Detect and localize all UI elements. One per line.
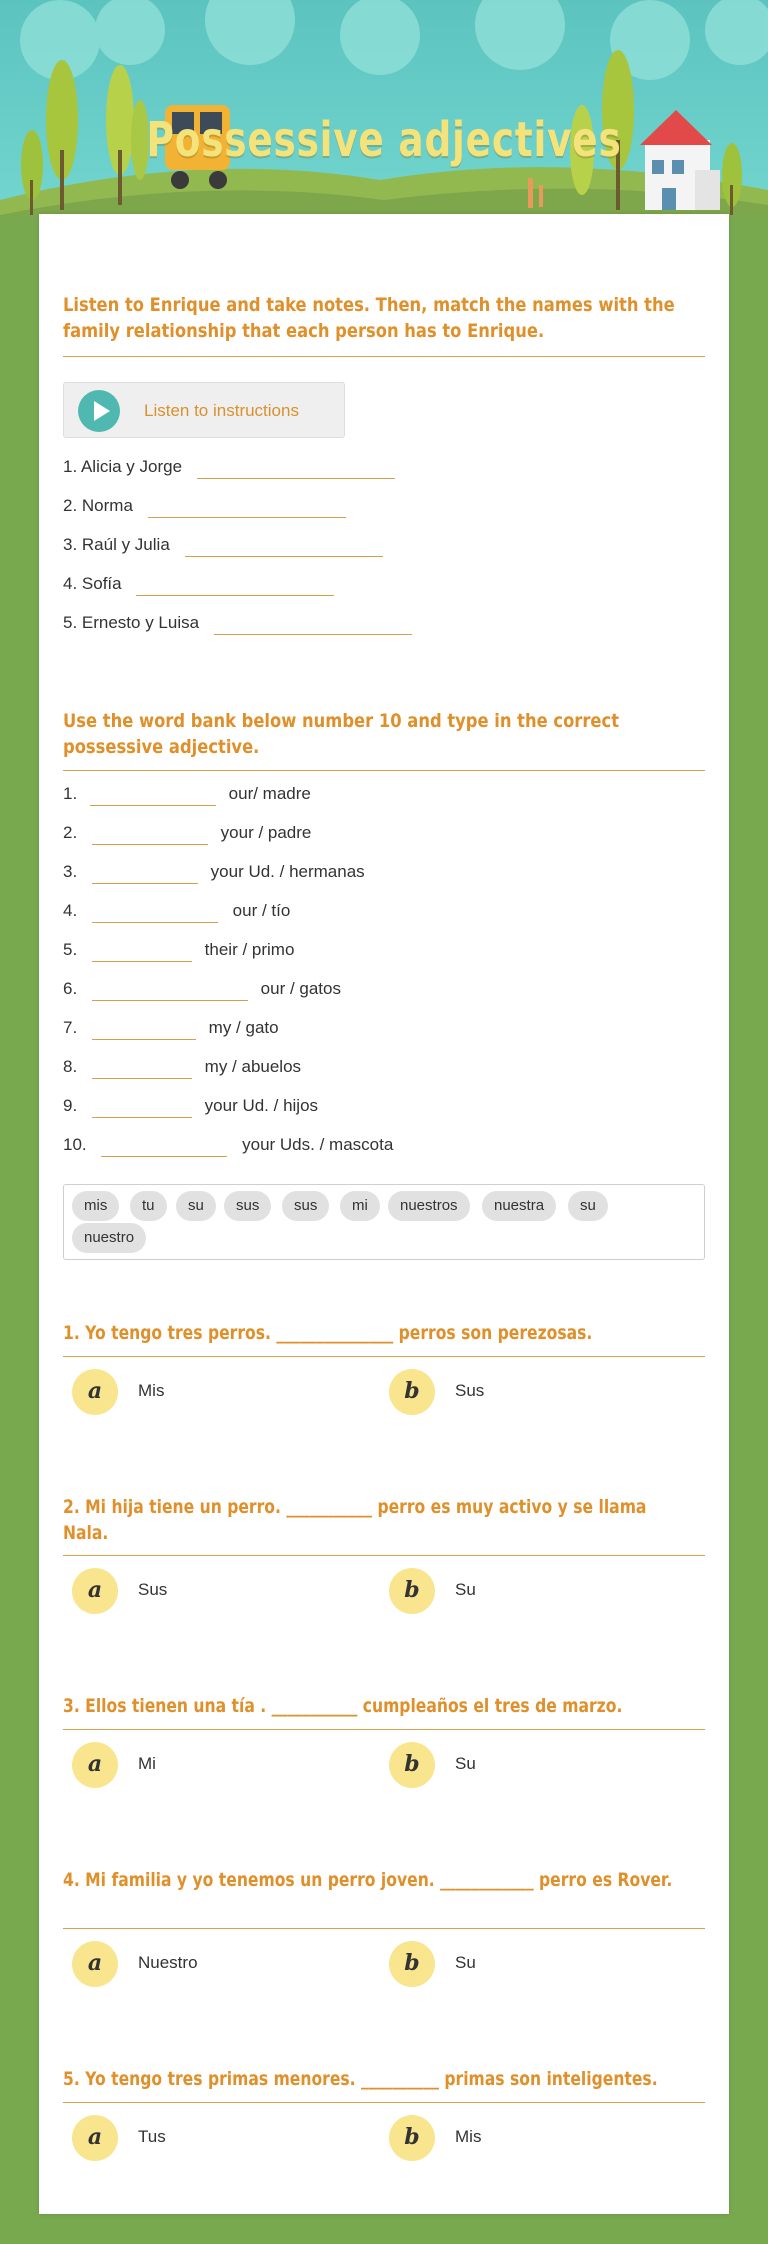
listen-instructions-label: Listen to instructions	[144, 401, 299, 420]
question-3: 3. Ellos tienen una tía . ___________ cumpleaños el tres de marzo.	[63, 1695, 623, 1717]
question-1: 1. Yo tengo tres perros. _______________ perros son perezosas.	[63, 1322, 593, 1344]
match-item	[63, 455, 395, 479]
match-item-label: 4. Sofía	[63, 574, 122, 593]
option-text: Sus	[455, 1381, 485, 1400]
fill-item	[63, 821, 311, 845]
option-letter-badge: b	[389, 2115, 435, 2161]
option-letter-badge: a	[72, 1742, 118, 1788]
fill-item-hint: my / abuelos	[204, 1057, 302, 1076]
question-divider	[63, 1555, 705, 1556]
question-divider	[63, 1356, 705, 1357]
answer-blank[interactable]	[92, 1056, 192, 1079]
answer-blank[interactable]	[101, 1134, 227, 1157]
option-text: Su	[455, 1754, 476, 1773]
option-text: Su	[455, 1953, 476, 1972]
worksheet	[39, 214, 729, 2214]
match-item	[63, 533, 383, 557]
header-banner	[0, 0, 768, 215]
fill-item	[63, 899, 290, 923]
option-letter-badge: a	[72, 1369, 118, 1415]
word-chip[interactable]: su	[176, 1191, 216, 1221]
fill-item	[63, 977, 341, 1001]
word-chip[interactable]: mis	[72, 1191, 119, 1221]
fill-item-number: 4.	[63, 901, 78, 920]
match-item	[63, 572, 334, 596]
answer-blank[interactable]	[92, 861, 198, 884]
fill-item	[63, 938, 294, 962]
play-icon	[78, 390, 120, 432]
fill-item-number: 3.	[63, 862, 78, 881]
section2-instructions: Use the word bank below number 10 and type in the correct possessive adjective.	[63, 710, 620, 758]
answer-blank[interactable]	[92, 978, 248, 1001]
fill-item-hint: their / primo	[204, 940, 295, 959]
answer-blank[interactable]	[92, 1017, 196, 1040]
option-letter-badge: b	[389, 1742, 435, 1788]
landscape-illustration	[0, 0, 768, 215]
fill-item	[63, 1055, 301, 1079]
word-chip[interactable]: tu	[130, 1191, 167, 1221]
word-chip[interactable]: nuestra	[482, 1191, 556, 1221]
question-2: 2. Mi hija tiene un perro. ___________ perro es muy activo y se llama Nala.	[63, 1496, 647, 1544]
answer-blank[interactable]	[185, 534, 383, 557]
fill-item-number: 2.	[63, 823, 78, 842]
fill-item-hint: our / gatos	[260, 979, 341, 998]
fill-item-hint: your Uds. / mascota	[242, 1135, 394, 1154]
match-item-label: 1. Alicia y Jorge	[63, 457, 183, 476]
answer-blank[interactable]	[197, 456, 395, 479]
answer-blank[interactable]	[148, 495, 346, 518]
answer-blank[interactable]	[136, 573, 334, 596]
match-item-label: 3. Raúl y Julia	[63, 535, 170, 554]
fill-item-number: 7.	[63, 1018, 78, 1037]
fill-item-number: 6.	[63, 979, 78, 998]
question-divider	[63, 2102, 705, 2103]
option-letter-badge: b	[389, 1568, 435, 1614]
fill-item-number: 9.	[63, 1096, 78, 1115]
section1-divider	[63, 356, 705, 357]
option-text: Tus	[138, 2127, 166, 2146]
section2-divider	[63, 770, 705, 771]
listen-instructions-button[interactable]	[63, 382, 345, 438]
question-4: 4. Mi familia y yo tenemos un perro joven. ____________ perro es Rover.	[63, 1869, 673, 1891]
word-bank	[63, 1184, 705, 1260]
fill-item-hint: your / padre	[220, 823, 312, 842]
fill-item-hint: your Ud. / hermanas	[210, 862, 365, 881]
option-text: Sus	[138, 1580, 168, 1599]
fill-item	[63, 782, 311, 806]
option-text: Nuestro	[138, 1953, 198, 1972]
word-chip[interactable]: su	[568, 1191, 608, 1221]
match-item-label: 2. Norma	[63, 496, 133, 515]
fill-item-number: 1.	[63, 784, 78, 803]
match-item	[63, 494, 346, 518]
word-chip[interactable]: nuestro	[72, 1223, 146, 1253]
answer-blank[interactable]	[214, 612, 412, 635]
match-item-label: 5. Ernesto y Luisa	[63, 613, 200, 632]
question-divider	[63, 1928, 705, 1929]
fill-item	[63, 860, 365, 884]
question-divider	[63, 1729, 705, 1730]
option-letter-badge: b	[389, 1941, 435, 1987]
option-letter-badge: a	[72, 1941, 118, 1987]
fill-item-hint: our/ madre	[228, 784, 311, 803]
option-letter-badge: a	[72, 1568, 118, 1614]
fill-item-hint: our / tío	[232, 901, 291, 920]
option-text: Mi	[138, 1754, 156, 1773]
answer-blank[interactable]	[92, 822, 208, 845]
answer-blank[interactable]	[92, 1095, 192, 1118]
fill-item	[63, 1016, 279, 1040]
option-text: Mis	[138, 1381, 165, 1400]
word-chip[interactable]: sus	[282, 1191, 329, 1221]
word-chip[interactable]: mi	[340, 1191, 380, 1221]
fill-item-number: 5.	[63, 940, 78, 959]
answer-blank[interactable]	[92, 900, 218, 923]
answer-blank[interactable]	[90, 783, 216, 806]
page-title: Possessive adjectives	[146, 112, 622, 168]
fill-item-hint: your Ud. / hijos	[204, 1096, 319, 1115]
fill-item	[63, 1133, 393, 1157]
option-text: Mis	[455, 2127, 482, 2146]
word-chip[interactable]: sus	[224, 1191, 271, 1221]
answer-blank[interactable]	[92, 939, 192, 962]
option-letter-badge: b	[389, 1369, 435, 1415]
section1-instructions: Listen to Enrique and take notes. Then, match the names with the family relationship that each person has to Enrique.	[63, 294, 675, 342]
fill-item-number: 8.	[63, 1057, 78, 1076]
question-5: 5. Yo tengo tres primas menores. __________ primas son inteligentes.	[63, 2068, 658, 2090]
fill-item-hint: my / gato	[208, 1018, 279, 1037]
match-item	[63, 611, 412, 635]
option-letter-badge: a	[72, 2115, 118, 2161]
fill-item-number: 10.	[63, 1135, 87, 1154]
fill-item	[63, 1094, 318, 1118]
option-text: Su	[455, 1580, 476, 1599]
word-chip[interactable]: nuestros	[388, 1191, 470, 1221]
